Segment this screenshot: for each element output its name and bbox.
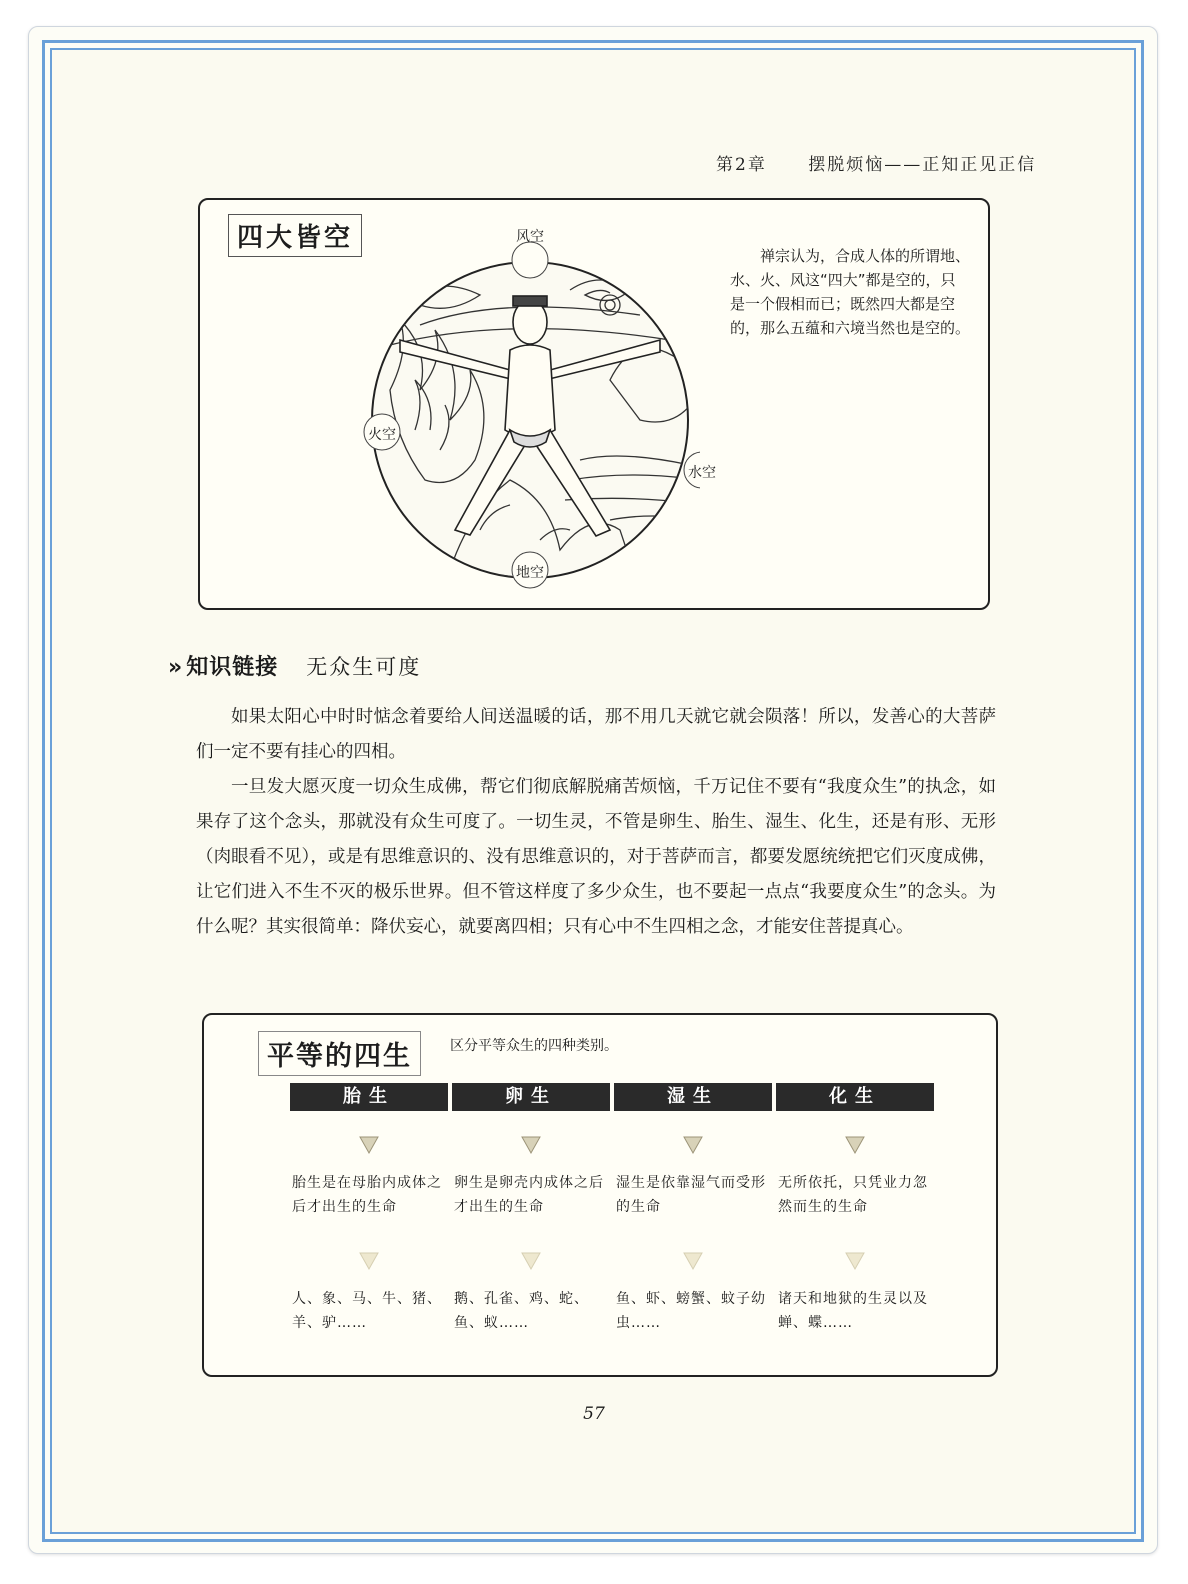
chapter-number: 第2章 [716, 155, 767, 175]
four-births-title: 平等的四生 [258, 1031, 421, 1076]
down-arrow-icon [680, 1131, 706, 1157]
arrow-row-1 [290, 1131, 934, 1157]
label-fire: 火空 [368, 427, 396, 443]
arrow-row-2 [290, 1247, 934, 1273]
definition-row [292, 1171, 934, 1219]
knowledge-link-heading [168, 650, 421, 681]
down-arrow-icon [842, 1247, 868, 1273]
category-definition: 无所依托，只凭业力忽然而生的生命 [778, 1175, 928, 1215]
category-header-row [290, 1083, 934, 1111]
category-header: 卵生 [452, 1083, 610, 1111]
four-births-box [202, 1013, 998, 1377]
double-chevron-right-icon: » [168, 655, 183, 680]
category-definition: 胎生是在母胎内成体之后才出生的生命 [292, 1175, 442, 1215]
down-arrow-icon [356, 1131, 382, 1157]
paragraph: 一旦发大愿灭度一切众生成佛，帮它们彻底解脱痛苦烦恼，千万记住不要有“我度众生”的执念，如果存了这个念头，那就没有众生可度了。一切生灵，不管是卵生、胎生、湿生、化生，还是有形、无形（肉眼看不见），或是有思维意识的、没有思维意识的，对于菩萨而言，都要发愿统统把它们灭度成佛，让它们进入不生不灭的极乐世界。但不管这样度了多少众生，也不要起一点点“我要度众生”的念头。为什么呢？其实很简单：降伏妄心，就要离四相；只有心中不生四相之念，才能安住菩提真心。 [196, 777, 996, 937]
down-arrow-icon [842, 1131, 868, 1157]
four-elements-title: 四大皆空 [228, 214, 362, 257]
category-header: 化生 [776, 1083, 934, 1111]
down-arrow-icon [680, 1247, 706, 1273]
four-elements-note: 禅宗认为，合成人体的所谓地、水、火、风这“四大”都是空的，只是一个假相而已；既然四大都是空的，那么五蕴和六境当然也是空的。 [730, 247, 971, 337]
category-examples: 鱼、虾、螃蟹、蚊子幼虫…… [616, 1291, 766, 1331]
label-wind: 风空 [516, 229, 544, 245]
label-earth: 地空 [516, 565, 544, 581]
label-water: 水空 [688, 465, 716, 481]
category-examples: 人、象、马、牛、猪、羊、驴…… [292, 1291, 442, 1331]
page-number: 57 [583, 1404, 605, 1424]
down-arrow-icon [518, 1247, 544, 1273]
category-examples: 诸天和地狱的生灵以及蝉、蝶…… [778, 1291, 928, 1331]
section-subtitle: 无众生可度 [306, 655, 422, 679]
running-head [716, 150, 1036, 175]
category-examples: 鹅、孔雀、鸡、蛇、鱼、蚁…… [454, 1291, 589, 1331]
category-definition: 湿生是依靠湿气而受形的生命 [616, 1175, 766, 1215]
category-header: 湿生 [614, 1083, 772, 1111]
body-text [196, 700, 996, 945]
four-births-description: 区分平等众生的四种类别。 [450, 1038, 618, 1054]
chapter-title: 摆脱烦恼——正知正见正信 [808, 155, 1037, 175]
four-elements-illustration [360, 230, 700, 590]
section-label: 知识链接 [186, 655, 279, 680]
down-arrow-icon [518, 1131, 544, 1157]
category-definition: 卵生是卵壳内成体之后才出生的生命 [454, 1175, 604, 1215]
examples-row [292, 1287, 934, 1335]
category-header: 胎生 [290, 1083, 448, 1111]
paragraph: 如果太阳心中时时惦念着要给人间送温暖的话，那不用几天就它就会陨落！所以，发善心的大菩萨们一定不要有挂心的四相。 [196, 707, 996, 762]
down-arrow-icon [356, 1247, 382, 1273]
four-elements-box [198, 198, 990, 610]
